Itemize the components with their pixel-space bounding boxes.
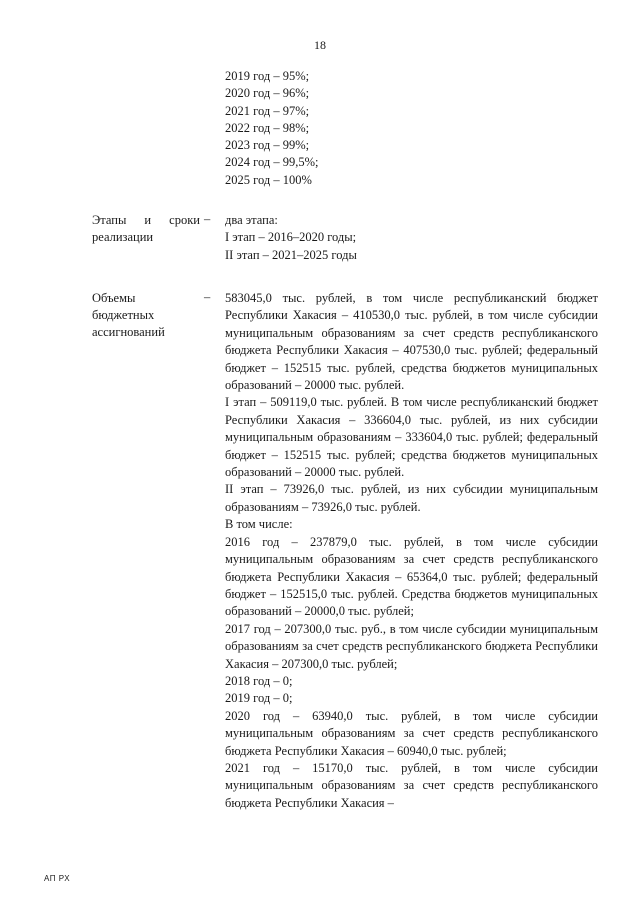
percent-item: 2019 год – 95%; bbox=[225, 69, 310, 83]
stages-label bbox=[92, 212, 200, 246]
stages-line: два этапа: bbox=[225, 213, 278, 227]
percent-item: 2025 год – 100% bbox=[225, 172, 312, 187]
stages-line: II этап – 2021–2025 годы bbox=[225, 247, 357, 262]
budget-paragraph: 583045,0 тыс. рублей, в том числе республиканский бюджет Республики Хакасия – 410530,0 тыс. рублей, в том числе субсидии муниципальным образованиям за счет средств республиканского бюджета Республики Хакасия – 407530,0 тыс. рублей; федеральный бюджет – 152515 тыс. рублей, средства бюджетов муниципальных образований – 20000 тыс. рублей. bbox=[225, 291, 598, 393]
budget-label-line: Объемы bbox=[92, 291, 136, 305]
budget-paragraph: 2018 год – 0; bbox=[225, 673, 293, 688]
budget-paragraph: 2021 год – 15170,0 тыс. рублей, в том числе субсидии муниципальным образованиям за счет средств республиканского бюджета Республики Хакасия – bbox=[225, 760, 598, 810]
budget-paragraph: 2017 год – 207300,0 тыс. руб., в том числе субсидии муниципальным образованиям за счет средств республиканского бюджета Республики Хакасия – 207300,0 тыс. рублей; bbox=[225, 621, 598, 671]
page-number: 18 bbox=[314, 38, 326, 52]
percent-item: 2023 год – 99%; bbox=[225, 138, 310, 153]
percent-item: 2021 год – 97%; bbox=[225, 103, 310, 118]
stages-dash: – bbox=[204, 212, 211, 226]
percent-item: 2024 год – 99,5%; bbox=[225, 155, 319, 170]
budget-paragraph: II этап – 73926,0 тыс. рублей, из них субсидии муниципальным образованиям – 73926,0 тыс. рублей. bbox=[225, 482, 598, 514]
budget-paragraph: В том числе: bbox=[225, 517, 293, 532]
budget-paragraph: 2019 год – 0; bbox=[225, 691, 293, 706]
stages-content bbox=[225, 212, 598, 264]
budget-label bbox=[92, 290, 200, 341]
percent-item: 2022 год – 98%; bbox=[225, 120, 310, 135]
stages-label-line: реализации bbox=[92, 230, 154, 244]
percent-list bbox=[225, 68, 605, 189]
budget-paragraph: I этап – 509119,0 тыс. рублей. В том числе республиканский бюджет Республики Хакасия – 336604,0 тыс. рублей, из них субсидии муниципальным образованиям – 333604,0 тыс. рублей; федеральный бюджет – 152515 тыс. рублей; средства бюджетов муниципальных образований – 20000 тыс. рублей. bbox=[225, 395, 598, 480]
stages-label-line: Этапы и сроки bbox=[92, 213, 200, 227]
budget-content bbox=[225, 290, 598, 812]
budget-paragraph: 2020 год – 63940,0 тыс. рублей, в том числе субсидии муниципальным образованиям за счет средств республиканского бюджета Республики Хакасия – 60940,0 тыс. рублей; bbox=[225, 708, 598, 758]
stages-line: I этап – 2016–2020 годы; bbox=[225, 230, 357, 245]
percent-item: 2020 год – 96%; bbox=[225, 86, 310, 101]
budget-dash: – bbox=[204, 290, 211, 304]
budget-label-line: ассигнований bbox=[92, 325, 165, 339]
budget-paragraph: 2016 год – 237879,0 тыс. рублей, в том числе субсидии муниципальным образованиям за счет средств республиканского бюджета Республики Хакасия – 65364,0 тыс. рублей; федеральный бюджет – 152515,0 тыс. рублей. Средства бюджетов муниципальных образований – 20000,0 тыс. рублей; bbox=[225, 534, 598, 619]
footer-code: АП РХ bbox=[44, 874, 71, 883]
budget-label-line: бюджетных bbox=[92, 308, 155, 322]
